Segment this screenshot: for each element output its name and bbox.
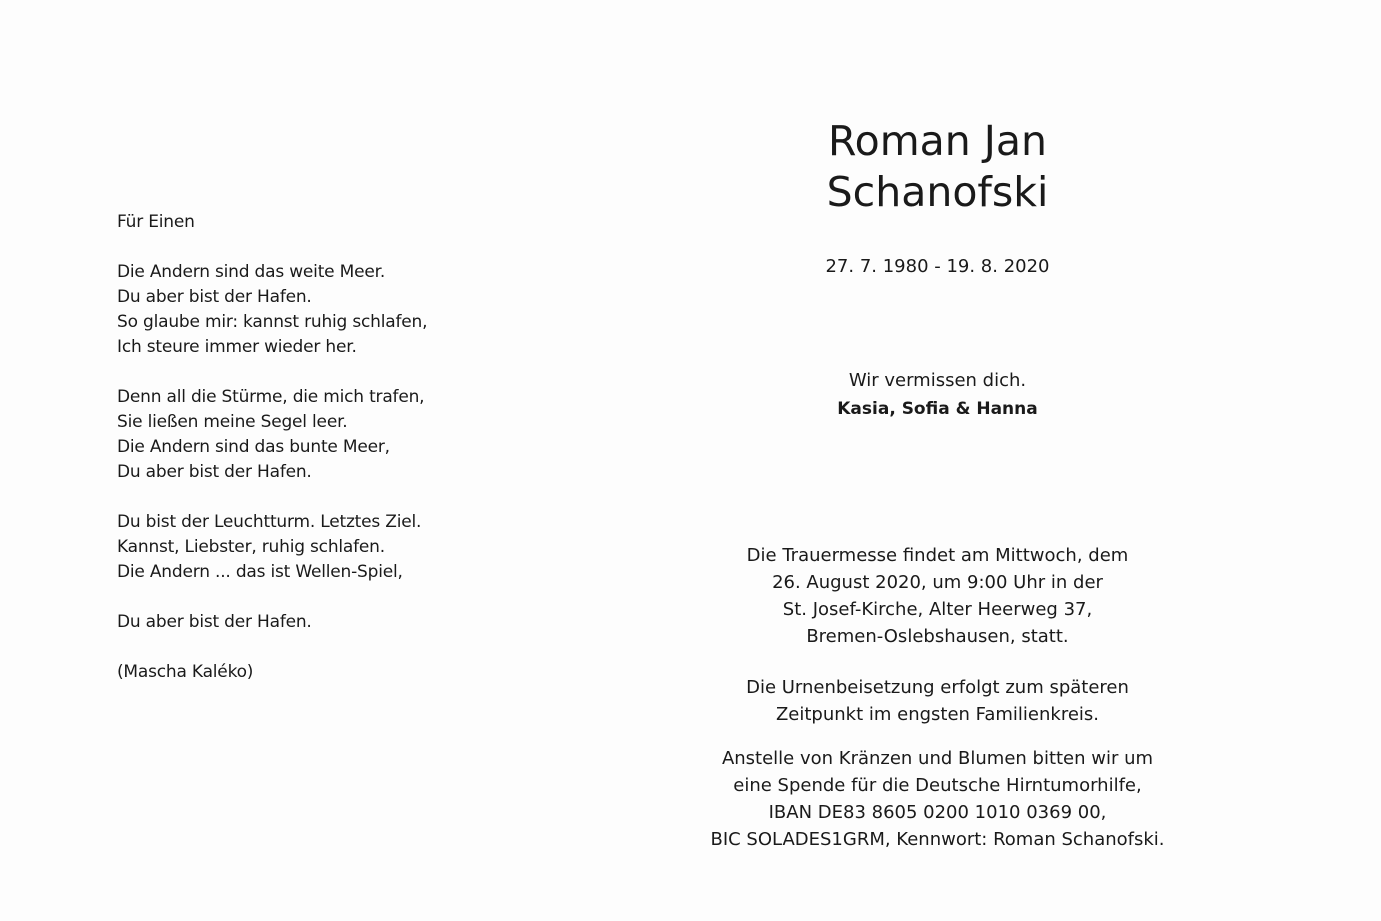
poem bbox=[117, 210, 537, 685]
deceased-name bbox=[690, 116, 1185, 218]
poem-line: Die Andern sind das bunte Meer, bbox=[117, 437, 390, 457]
mass-line: Bremen-Oslebshausen, statt. bbox=[806, 626, 1069, 647]
miss-message bbox=[690, 367, 1185, 423]
miss-text: Wir vermissen dich. bbox=[848, 370, 1027, 391]
name-line-2: Schanofski bbox=[826, 168, 1049, 216]
poem-line: Ich steure immer wieder her. bbox=[117, 337, 357, 357]
donation-line: Anstelle von Kränzen und Blumen bitten wir um bbox=[721, 748, 1154, 769]
urn-line: Zeitpunkt im engsten Familienkreis. bbox=[775, 704, 1100, 725]
mass-line: Die Trauermesse findet am Mittwoch, dem bbox=[746, 545, 1129, 566]
poem-line: Du aber bist der Hafen. bbox=[117, 462, 312, 482]
donation-info bbox=[690, 745, 1185, 853]
poem-line: Denn all die Stürme, die mich trafen, bbox=[117, 387, 425, 407]
mass-line: St. Josef-Kirche, Alter Heerweg 37, bbox=[782, 599, 1093, 620]
life-dates: 27. 7. 1980 - 19. 8. 2020 bbox=[825, 256, 1050, 277]
poem-line: Du aber bist der Hafen. bbox=[117, 287, 312, 307]
family-names: Kasia, Sofia & Hanna bbox=[837, 399, 1038, 419]
urn-info bbox=[690, 674, 1185, 728]
poem-line: Du bist der Leuchtturm. Letztes Ziel. bbox=[117, 512, 422, 532]
poem-line: So glaube mir: kannst ruhig schlafen, bbox=[117, 312, 428, 332]
poem-line: Kannst, Liebster, ruhig schlafen. bbox=[117, 537, 385, 557]
donation-line: IBAN DE83 8605 0200 1010 0369 00, bbox=[768, 802, 1107, 823]
name-line-1: Roman Jan bbox=[827, 117, 1047, 165]
mass-info bbox=[690, 542, 1185, 650]
mass-line: 26. August 2020, um 9:00 Uhr in der bbox=[772, 572, 1103, 593]
poem-line: Du aber bist der Hafen. bbox=[117, 612, 312, 632]
poem-author: (Mascha Kaléko) bbox=[117, 662, 254, 682]
urn-line: Die Urnenbeisetzung erfolgt zum späteren bbox=[746, 677, 1129, 698]
poem-line: Sie ließen meine Segel leer. bbox=[117, 412, 348, 432]
donation-line: eine Spende für die Deutsche Hirntumorhilfe, bbox=[733, 775, 1142, 796]
poem-line: Die Andern sind das weite Meer. bbox=[117, 262, 386, 282]
poem-title: Für Einen bbox=[117, 212, 195, 232]
donation-line: BIC SOLADES1GRM, Kennwort: Roman Schanofski. bbox=[710, 829, 1165, 850]
poem-line: Die Andern ... das ist Wellen-Spiel, bbox=[117, 562, 403, 582]
